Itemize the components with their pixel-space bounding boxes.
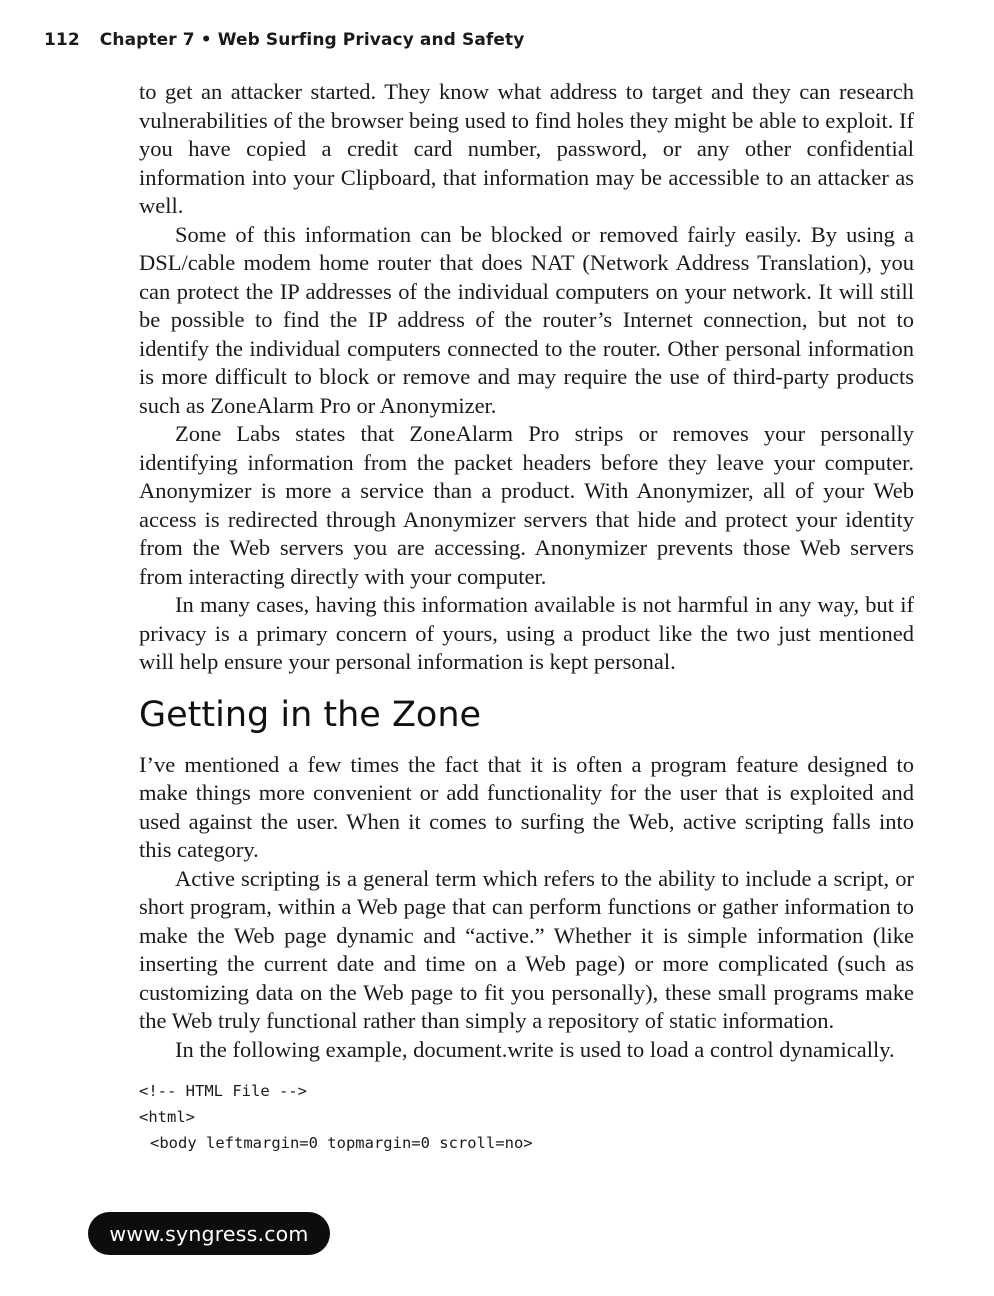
code-line: <body leftmargin=0 topmargin=0 scroll=no>: [150, 1134, 533, 1152]
code-listing: [139, 1078, 914, 1156]
code-line: <!-- HTML File -->: [139, 1082, 307, 1100]
code-line: <html>: [139, 1108, 195, 1126]
body-text: [139, 78, 914, 1156]
running-header: [44, 30, 524, 50]
footer-url: www.syngress.com: [109, 1221, 309, 1246]
paragraph: In many cases, having this information available is not harmful in any way, but if privacy is a primary concern of yours, using a product like the two just mentioned will help ensure your personal information is kept personal.: [139, 592, 914, 674]
paragraph: Some of this information can be blocked or removed fairly easily. By using a DSL/cable modem home router that does NAT (Network Address Translation), you can protect the IP addresses of the individual computers on your network. It will still be possible to find the IP address of the router’s Internet connection, but not to identify the individual computers connected to the router. Other personal information is more difficult to block or remove and may require the use of third-party products such as ZoneAlarm Pro or Anonymizer.: [139, 221, 914, 418]
section-heading: Getting in the Zone: [139, 694, 482, 735]
paragraph: Zone Labs states that ZoneAlarm Pro strips or removes your personally identifying information from the packet headers before they leave your computer. Anonymizer is more a service than a product. With Anonymizer, all of your Web access is redirected through Anonymizer servers that hide and protect your identity from the Web servers you are accessing. Anonymizer prevents those Web servers from interacting directly with your computer.: [139, 421, 914, 589]
chapter-title: Chapter 7 • Web Surfing Privacy and Safety: [99, 30, 525, 50]
page-number: 112: [44, 30, 80, 50]
paragraph: to get an attacker started. They know what address to target and they can research vulnerabilities of the browser being used to find holes they might be able to exploit. If you have copied a credit card number, password, or any other confidential information into your Clipboard, that information may be accessible to an attacker as well.: [139, 79, 914, 218]
footer-url-badge: [88, 1212, 330, 1255]
paragraph: In the following example, document.write is used to load a control dynamically.: [175, 1036, 895, 1062]
paragraph: Active scripting is a general term which refers to the ability to include a script, or short program, within a Web page that can perform functions or gather information to make the Web page dynamic and “active.” Whether it is simple information (like inserting the current date and time on a Web page) or more complicated (such as customizing data on the Web page to fit you personally), these small programs make the Web truly functional rather than simply a repository of static information.: [139, 865, 914, 1033]
paragraph: I’ve mentioned a few times the fact that it is often a program feature designed to make things more convenient or add functionality for the user that is exploited and used against the user. When it comes to surfing the Web, active scripting falls into this category.: [139, 751, 914, 862]
